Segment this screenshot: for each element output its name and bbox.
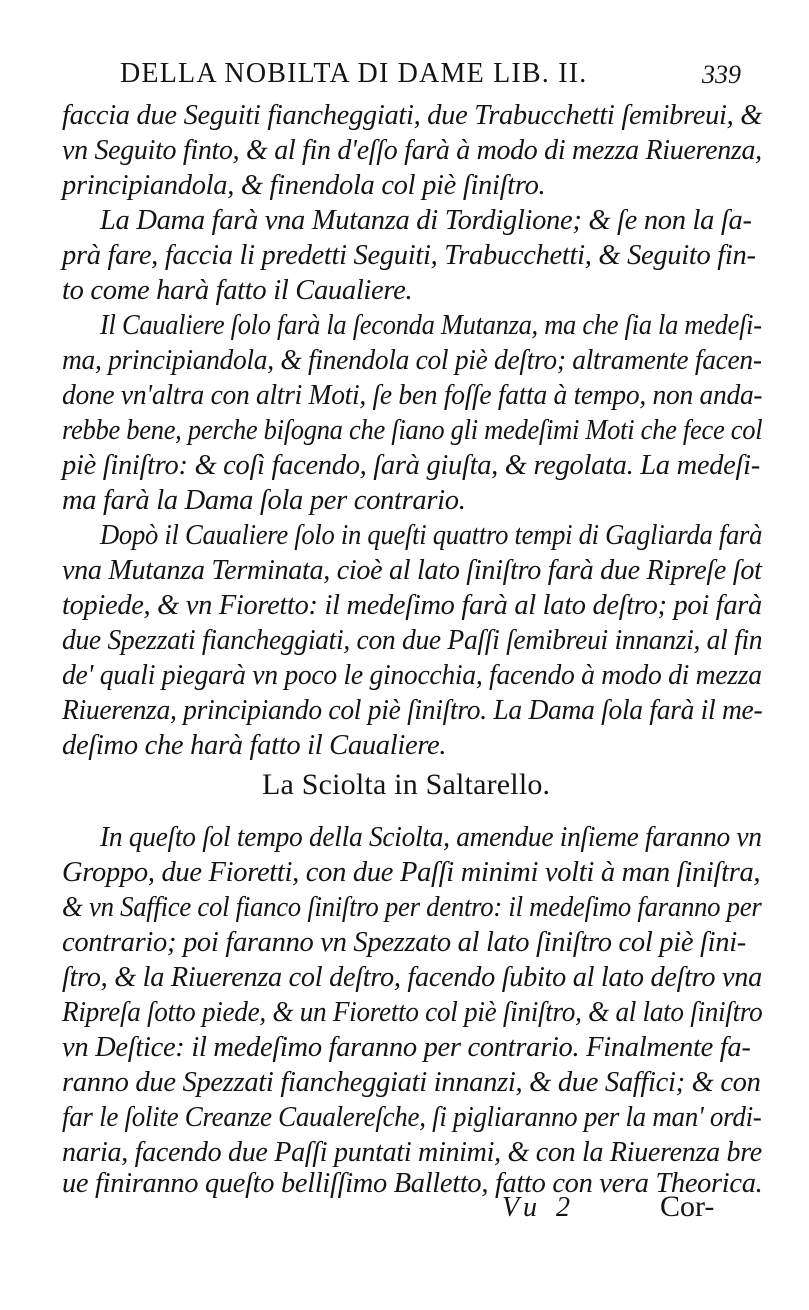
text-line: principiandola, & finendola col piè ſiniſtro.	[62, 170, 546, 201]
text-line: ranno due Spezzati fiancheggiati innanzi, & due Saffici; & con	[62, 1067, 761, 1098]
text-line: vn Deſtice: il medeſimo faranno per contrario. Finalmente fa-	[62, 1032, 751, 1063]
text-line: rebbe bene, perche biſogna che ſiano gli medeſimi Moti che fece col	[62, 415, 763, 446]
signature-mark: Vu 2	[502, 1192, 577, 1223]
text-line: ma, principiandola, & finendola col piè deſtro; altramente facen-	[62, 345, 762, 376]
text-line: faccia due Seguiti fiancheggiati, due Trabucchetti ſemibreui, &	[62, 100, 763, 131]
text-line: prà fare, faccia li predetti Seguiti, Trabucchetti, & Seguito fin-	[62, 240, 756, 271]
text-line: Riuerenza, principiando col piè ſiniſtro. La Dama ſola farà il me-	[62, 695, 763, 726]
text-line: deſimo che harà fatto il Caualiere.	[62, 730, 447, 761]
text-line: vna Mutanza Terminata, cioè al lato ſiniſtro farà due Ripreſe ſot	[62, 555, 762, 586]
text-line: ma farà la Dama ſola per contrario.	[62, 485, 466, 516]
page-number: 339	[702, 60, 741, 89]
section-title: La Sciolta in Saltarello.	[262, 768, 551, 801]
text-line: & vn Saffice col fianco ſiniſtro per dentro: il medeſimo faranno per	[62, 892, 762, 923]
catchword: Cor-	[660, 1190, 715, 1223]
running-title: DELLA NOBILTA DI DAME LIB. II.	[120, 58, 588, 89]
text-line: due Spezzati fiancheggiati, con due Paſſi ſemibreui innanzi, al fin	[62, 625, 763, 656]
text-line: piè ſiniſtro: & coſì facendo, ſarà giuſta, & regolata. La medeſi-	[62, 450, 760, 481]
text-line: ue finiranno queſto belliſſimo Balletto, fatto con vera Theorica.	[62, 1168, 763, 1199]
text-line: done vn'altra con altri Moti, ſe ben foſſe fatta à tempo, non anda-	[62, 380, 763, 411]
text-line: naria, facendo due Paſſi puntati minimi, & con la Riuerenza bre	[62, 1137, 762, 1168]
text-line: vn Seguito finto, & al fin d'eſſo farà à modo di mezza Riuerenza,	[62, 135, 762, 166]
text-line: topiede, & vn Fioretto: il medeſimo farà al lato deſtro; poi farà	[62, 590, 762, 621]
text-line: In queſto ſol tempo della Sciolta, amendue inſieme faranno vn	[100, 822, 762, 853]
text-line: to come harà fatto il Caualiere.	[62, 275, 413, 306]
text-line: Il Caualiere ſolo farà la ſeconda Mutanza, ma che ſia la medeſi-	[100, 310, 762, 341]
text-line: La Dama farà vna Mutanza di Tordiglione; & ſe non la ſa-	[100, 205, 752, 236]
text-line: far le ſolite Creanze Caualereſche, ſi pigliaranno per la man' ordi-	[62, 1102, 762, 1133]
text-line: de' quali piegarà vn poco le ginocchia, facendo à modo di mezza	[62, 660, 762, 691]
text-line: Ripreſa ſotto piede, & un Fioretto col piè ſiniſtro, & al lato ſiniſtro	[62, 997, 763, 1028]
text-line: ſtro, & la Riuerenza col deſtro, facendo ſubito al lato deſtro vna	[62, 962, 763, 993]
text-line: contrario; poi faranno vn Spezzato al lato ſiniſtro col piè ſini-	[62, 927, 746, 958]
text-line: Groppo, due Fioretti, con due Paſſi minimi volti à man ſiniſtra,	[62, 857, 761, 888]
text-line: Dopò il Caualiere ſolo in queſti quattro tempi di Gagliarda farà	[100, 520, 763, 551]
